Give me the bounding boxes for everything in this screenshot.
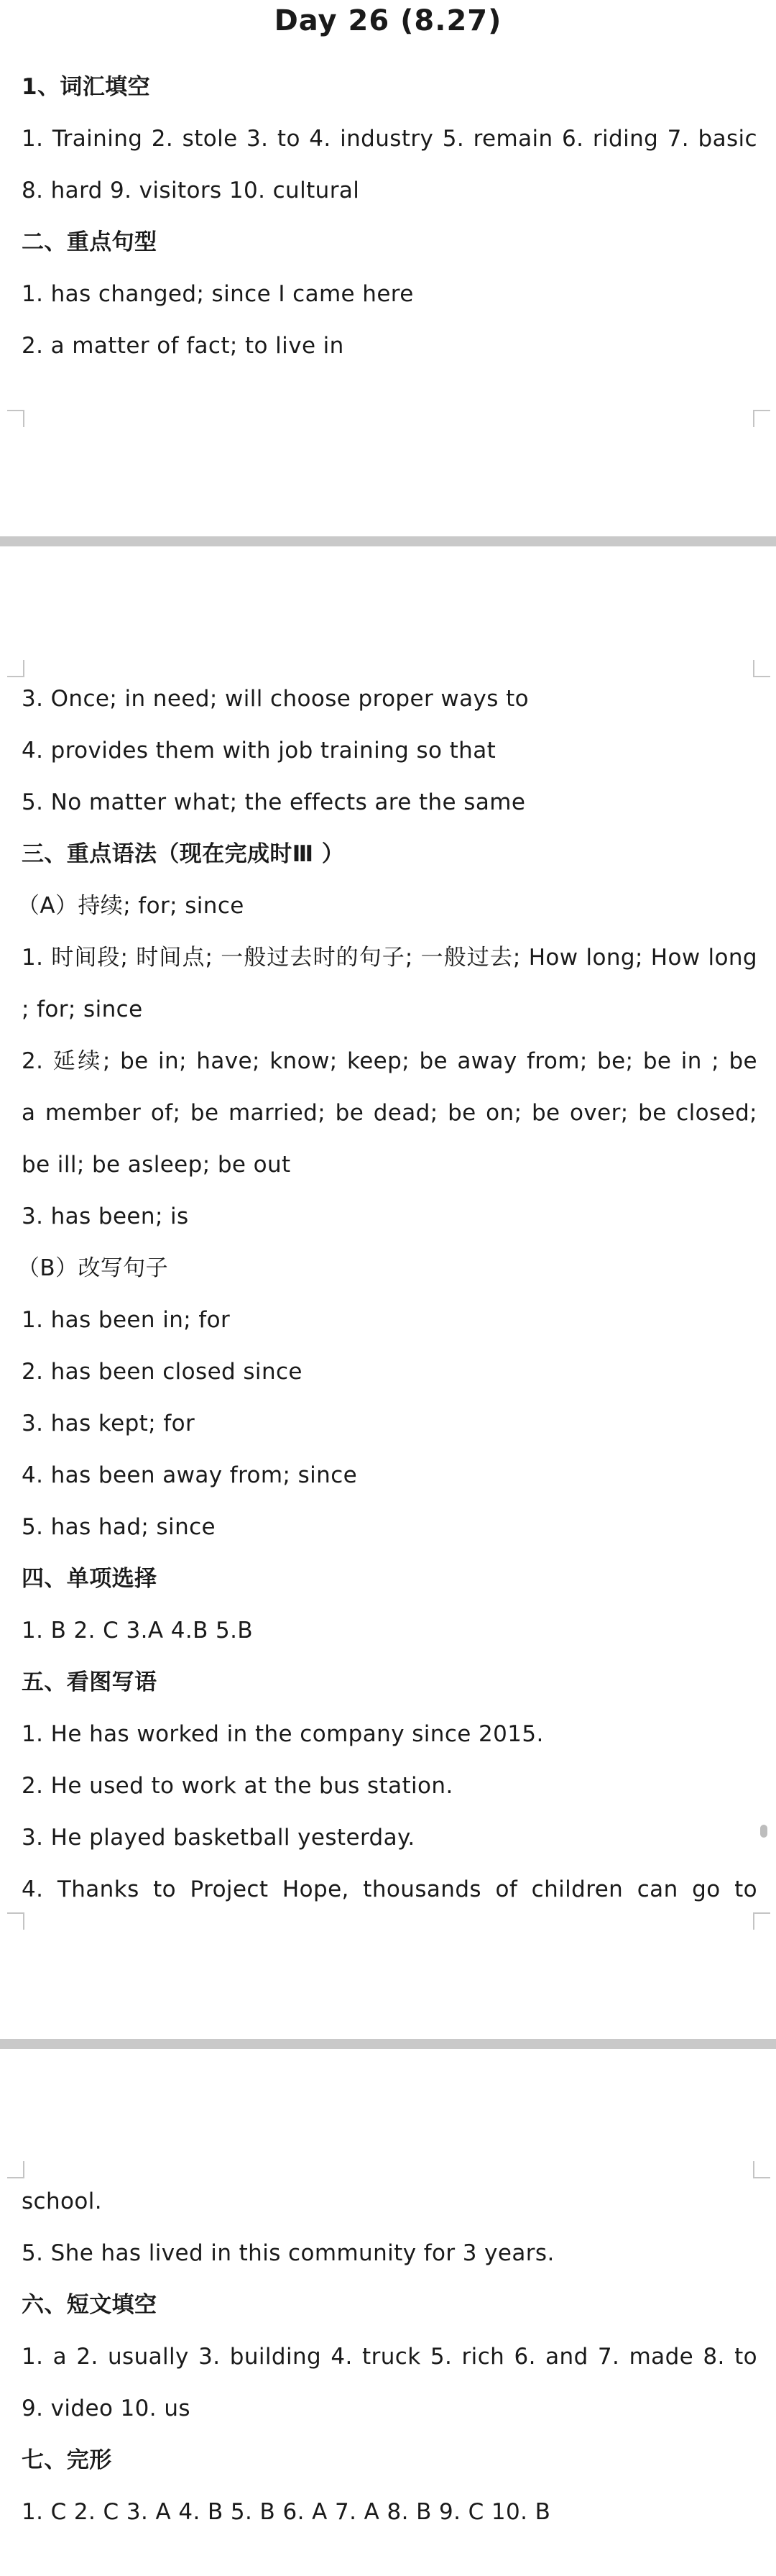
section-heading-key-sentences: 二、重点句型 — [22, 229, 157, 255]
answer-line: 9. video 10. us — [22, 2396, 190, 2421]
answer-line: 4. has been away from; since — [22, 1462, 358, 1488]
answer-line: 2. 延续; be in; have; know; keep; be away from; be; be in ; be — [22, 1048, 757, 1074]
section-heading-vocabulary: 1、词汇填空 — [22, 74, 150, 100]
page-title: Day 26 (8.27) — [274, 4, 502, 37]
page-corner-mark — [7, 410, 24, 427]
page-break — [0, 2039, 776, 2049]
subsection-heading: （A）持续; for; since — [17, 893, 244, 919]
page-corner-mark — [7, 2161, 24, 2178]
answer-line: 5. No matter what; the effects are the same — [22, 789, 526, 815]
answer-line: 3. has been; is — [22, 1204, 189, 1229]
section-heading-picture-writing: 五、看图写语 — [22, 1669, 157, 1695]
scroll-indicator[interactable] — [760, 1825, 767, 1838]
page-corner-mark — [753, 2161, 770, 2178]
answer-line: 4. Thanks to Project Hope, thousands of children can go to — [22, 1876, 757, 1902]
answer-line: 2. a matter of fact; to live in — [22, 333, 344, 359]
page-corner-mark — [753, 410, 770, 427]
answer-line: a member of; be married; be dead; be on; be over; be closed; — [22, 1100, 757, 1126]
answer-line: 5. She has lived in this community for 3 years. — [22, 2240, 555, 2266]
answer-line: 1. 时间段; 时间点; 一般过去时的句子; 一般过去; How long; How long — [22, 945, 757, 971]
answer-line: 5. has had; since — [22, 1514, 216, 1540]
page-corner-mark — [753, 1912, 770, 1930]
answer-line: 1. a 2. usually 3. building 4. truck 5. rich 6. and 7. made 8. to — [22, 2344, 757, 2370]
answer-line: 3. Once; in need; will choose proper ways to — [22, 686, 530, 712]
page-corner-mark — [753, 660, 770, 677]
answer-line: 3. He played basketball yesterday. — [22, 1825, 415, 1851]
answer-line: 2. He used to work at the bus station. — [22, 1773, 453, 1799]
answer-line: 2. has been closed since — [22, 1359, 302, 1385]
section-heading-cloze: 七、完形 — [22, 2447, 112, 2473]
answer-line: ; for; since — [22, 996, 143, 1022]
answer-line: school. — [22, 2188, 103, 2214]
subsection-heading: （B）改写句子 — [17, 1255, 169, 1281]
answer-line: 1. has been in; for — [22, 1307, 231, 1333]
page-corner-mark — [7, 1912, 24, 1930]
answer-line: 1. He has worked in the company since 2015. — [22, 1721, 544, 1747]
answer-line: 4. provides them with job training so that — [22, 738, 496, 764]
section-heading-cloze-fill: 六、短文填空 — [22, 2292, 157, 2318]
answer-line: 1. has changed; since I came here — [22, 281, 414, 307]
answer-line: 3. has kept; for — [22, 1411, 195, 1436]
answer-line: be ill; be asleep; be out — [22, 1152, 291, 1178]
page-break — [0, 536, 776, 546]
answer-line: 8. hard 9. visitors 10. cultural — [22, 178, 360, 203]
section-heading-grammar: 三、重点语法（现在完成时Ⅲ ） — [22, 841, 345, 867]
answer-line: 1. Training 2. stole 3. to 4. industry 5. remain 6. riding 7. basic — [22, 126, 757, 152]
section-heading-multiple-choice: 四、单项选择 — [22, 1566, 157, 1592]
page-corner-mark — [7, 660, 24, 677]
answer-line: 1. B 2. C 3.A 4.B 5.B — [22, 1618, 254, 1644]
answer-line: 1. C 2. C 3. A 4. B 5. B 6. A 7. A 8. B 9. C 10. B — [22, 2499, 551, 2525]
